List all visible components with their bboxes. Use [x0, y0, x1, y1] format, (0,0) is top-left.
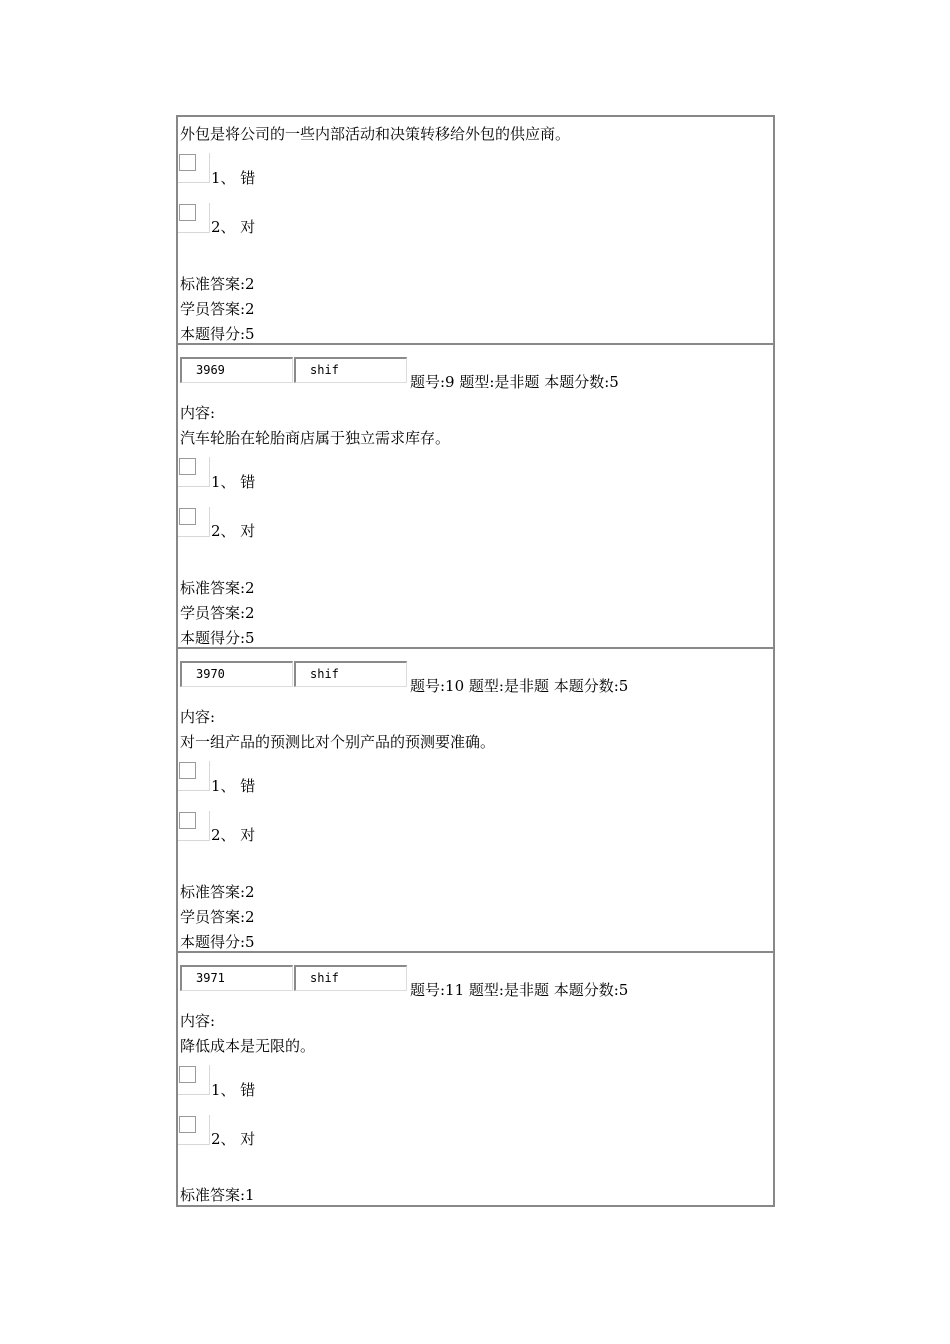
question-meta: 题号:10 题型:是非题 本题分数:5 [410, 677, 629, 695]
option-2-label: 2、 对 [211, 826, 256, 844]
option-1-checkbox[interactable] [178, 761, 210, 791]
content-label: 内容: [180, 708, 216, 726]
option-1-label: 1、 错 [211, 1081, 256, 1099]
question-11-block [176, 951, 775, 1207]
option-2-checkbox[interactable] [178, 811, 210, 841]
content-label: 内容: [180, 1012, 216, 1030]
standard-answer: 标准答案:1 [180, 1186, 255, 1204]
option-1-label: 1、 错 [211, 169, 256, 187]
standard-answer: 标准答案:2 [180, 883, 255, 901]
standard-answer: 标准答案:2 [180, 275, 255, 293]
question-code-field[interactable]: shif [294, 357, 407, 383]
question-meta: 题号:9 题型:是非题 本题分数:5 [410, 373, 619, 391]
question-score: 本题得分:5 [180, 933, 255, 951]
question-content: 汽车轮胎在轮胎商店属于独立需求库存。 [180, 429, 451, 447]
question-content: 降低成本是无限的。 [180, 1037, 316, 1055]
student-answer: 学员答案:2 [180, 300, 255, 318]
question-id-field[interactable]: 3971 [180, 965, 293, 991]
option-1-checkbox[interactable] [178, 153, 210, 183]
option-2-checkbox[interactable] [178, 1115, 210, 1145]
option-1-label: 1、 错 [211, 777, 256, 795]
content-label: 内容: [180, 404, 216, 422]
question-id-field[interactable]: 3970 [180, 661, 293, 687]
option-2-checkbox[interactable] [178, 507, 210, 537]
question-10-block [176, 647, 775, 952]
option-1-checkbox[interactable] [178, 457, 210, 487]
question-score: 本题得分:5 [180, 325, 255, 343]
option-1-checkbox[interactable] [178, 1065, 210, 1095]
question-content: 外包是将公司的一些内部活动和决策转移给外包的供应商。 [180, 125, 571, 143]
question-meta: 题号:11 题型:是非题 本题分数:5 [410, 981, 629, 999]
standard-answer: 标准答案:2 [180, 579, 255, 597]
question-score: 本题得分:5 [180, 629, 255, 647]
option-2-label: 2、 对 [211, 218, 256, 236]
option-2-label: 2、 对 [211, 522, 256, 540]
question-content: 对一组产品的预测比对个别产品的预测要准确。 [180, 733, 496, 751]
question-id-field[interactable]: 3969 [180, 357, 293, 383]
student-answer: 学员答案:2 [180, 908, 255, 926]
option-2-checkbox[interactable] [178, 203, 210, 233]
question-code-field[interactable]: shif [294, 965, 407, 991]
question-8-block [176, 115, 775, 344]
question-9-block [176, 343, 775, 648]
question-code-field[interactable]: shif [294, 661, 407, 687]
option-2-label: 2、 对 [211, 1130, 256, 1148]
option-1-label: 1、 错 [211, 473, 256, 491]
student-answer: 学员答案:2 [180, 604, 255, 622]
